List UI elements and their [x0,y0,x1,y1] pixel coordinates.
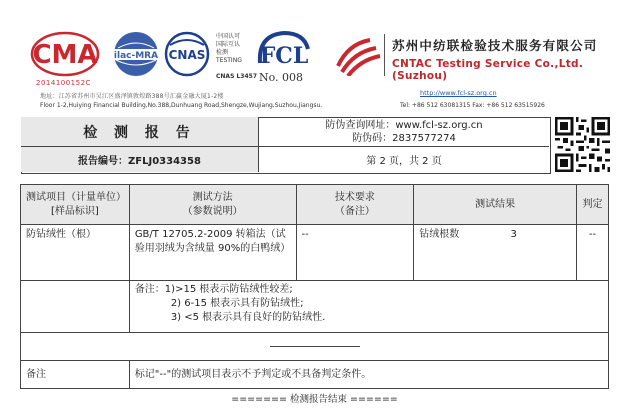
header-req-line: （备注） [334,205,375,217]
table-header-row [21,185,609,225]
header-result: 测试结果 [414,185,577,225]
header-method [129,185,296,225]
cnas-logo [162,31,212,77]
cnas-code: CNAS L3457 [216,73,258,80]
remark-text: 标记"--"的测试项目表示不予判定或不具备判定条件。 [129,361,608,389]
note-line: 备注：1)>15 根表示防钻绒性较差; [134,284,293,295]
svg-text:CNAS: CNAS [168,48,206,62]
header-method-line: （参数说明） [182,205,243,217]
header-req-line: 技术要求 [334,191,375,203]
cell-method: GB/T 12705.2-2009 转箱法（试验用羽绒为含绒量 90%的白鸭绒） [129,225,296,281]
cnas-label-line: TESTING [216,57,242,64]
report-title: 检 测 报 告 [21,117,259,147]
note-line: 3) <5 根表示具有良好的防钻绒性. [170,312,326,323]
result-value: 3 [510,229,517,240]
notes-row [21,281,609,333]
remark-label: 备注 [21,361,130,389]
separator-line [270,346,360,347]
remark-row [21,361,609,389]
fcl-logo [254,27,312,77]
test-results-table [20,184,609,389]
address-cn: 地址：江苏省苏州市吴江区盛泽镇敦煌路388号汇赢金融大厦1-2楼 [40,93,224,100]
cell-verdict: -- [577,225,609,281]
svg-text:FCL: FCL [259,43,309,69]
cnas-label-line: 中国认可 [216,33,241,40]
company-logo-icon [334,36,382,76]
note-line: 2) 6-15 根表示具有防钻绒性; [170,298,304,309]
notes-empty-cell [21,281,130,333]
svg-text:ilac-MRA: ilac-MRA [113,51,159,61]
query-website: 防伪查询网址：www.fcl-sz.org.cn [325,119,483,131]
table-row [21,225,609,281]
company-name-en: CNTAC Testing Service Co.,Ltd.(Suzhou) [392,58,584,82]
notes-cell [129,281,608,333]
qr-code-icon [555,117,610,172]
phone-fax: Tel: +86 512 63081315 Fax: +86 512 63515926 [400,102,545,109]
page-info: 第 2 页，共 2 页 [366,156,442,167]
address-en: Floor 1-2,Huiying Financial Building,No.388,Dunhuang Road,Shengze,Wujiang,Suzhou,Jiangsu. [40,102,323,109]
separator-row [21,333,609,361]
header-item-line: 测试项目（计量单位） [26,191,126,203]
report-end-footer: ======= 检测报告结束 ====== [231,394,398,405]
anti-fake-info [259,117,549,147]
header-item [21,185,130,225]
header-verdict: 判定 [577,185,609,225]
cell-result [414,225,577,281]
ilac-mra-logo [110,30,162,78]
cell-item: 防钻绒性（根） [21,225,130,281]
svg-text:CMA: CMA [32,40,98,70]
cnas-label-line: 检测 [216,49,229,56]
anti-fake-code: 防伪码：2837577274 [352,132,456,144]
cma-number: 2014100152C [36,79,91,87]
header-requirement [296,185,414,225]
cnas-labels [216,33,242,65]
report-number: 报告编号：ZFLJ0334358 [21,147,259,172]
cnas-label-line: 国际互认 [216,41,241,48]
company-name-cn: 苏州中纺联检验技术服务有限公司 [392,38,598,53]
cma-logo [30,30,100,78]
result-label: 钻绒根数 [419,229,460,240]
cell-requirement: -- [296,225,414,281]
separator-cell [21,333,609,361]
website-link[interactable]: http://www.fcl-sz.org.cn [420,89,497,97]
fcl-number: No. 008 [259,71,304,84]
header-method-line: 测试方法 [192,191,233,203]
header-item-line: [样品标识] [51,205,99,217]
brand-divider [384,34,385,76]
